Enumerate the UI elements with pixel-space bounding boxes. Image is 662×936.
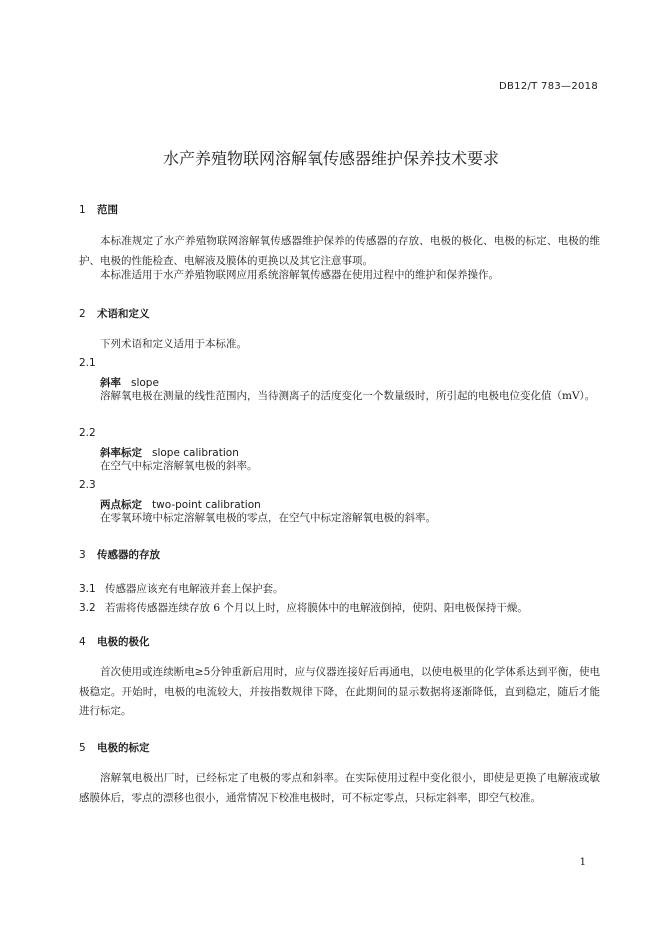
term-en: two-point calibration (152, 499, 261, 511)
document-title: 水产养殖物联网溶解氧传感器维护保养技术要求 (162, 149, 499, 168)
section-2-heading (79, 306, 150, 321)
section-1-paragraph-1: 本标准规定了水产养殖物联网溶解氧传感器维护保养的传感器的存放、电极的极化、电极的标定、电极的维护、电极的性能检查、电解液及膜体的更换以及其它注意事项。 (79, 235, 600, 267)
section-2-intro: 下列术语和定义适用于本标准。 (100, 338, 247, 350)
page-number: 1 (579, 857, 586, 868)
term-zh: 斜率标定 (100, 447, 142, 459)
section-5-paragraph: 溶解氧电极出厂时，已经标定了电极的零点和斜率。在实际使用过程中变化很小，即使是更换了电解液或敏感膜体后，零点的漂移也很小，通常情况下校准电极时，可不标定零点，只标定斜率，即空气校准。 (79, 772, 600, 804)
section-title: 电极的标定 (97, 742, 150, 754)
section-number: 3 (79, 549, 86, 561)
section-title: 范围 (97, 204, 118, 216)
clause-number: 3.2 (79, 602, 96, 614)
term-en: slope calibration (152, 447, 239, 459)
clause-3-1 (79, 581, 600, 596)
section-4-paragraph: 首次使用或连续断电≥5分钟重新启用时，应与仪器连接好后再通电，以使电极里的化学体系达到平衡，使电极稳定。开始时，电极的电流较大，并按指数规律下降，在此期间的显示数据将逐渐降低，直到稳定，随后才能进行标定。 (79, 666, 600, 717)
standard-code: DB12/T 783—2018 (499, 81, 598, 92)
term-zh: 两点标定 (100, 499, 142, 511)
term-en: slope (131, 377, 159, 389)
term-definition: 溶解氧电极在测量的线性范围内，当待测离子的活度变化一个数量级时，所引起的电极电位变化值（mV）。 (100, 390, 596, 402)
section-number: 2 (79, 308, 86, 320)
section-title: 术语和定义 (97, 308, 150, 320)
clause-text: 传感器应该充有电解液并套上保护套。 (105, 583, 284, 595)
section-4-heading (79, 634, 150, 649)
term-number: 2.3 (79, 479, 96, 491)
term-number: 2.2 (79, 427, 96, 439)
section-5-heading (79, 740, 150, 755)
clause-3-2 (79, 600, 600, 615)
section-title: 传感器的存放 (97, 549, 160, 561)
section-title: 电极的极化 (97, 636, 150, 648)
section-3-heading (79, 547, 160, 562)
section-1-paragraph-2: 本标准适用于水产养殖物联网应用系统溶解氧传感器在使用过程中的维护和保养操作。 (100, 269, 499, 281)
section-number: 4 (79, 636, 86, 648)
term-number: 2.1 (79, 357, 96, 369)
section-1-heading (79, 202, 118, 217)
section-number: 1 (79, 204, 86, 216)
clause-text: 若需将传感器连续存放 6 个月以上时，应将膜体中的电解液倒掉，使阴、阳电极保持干燥。 (105, 602, 528, 614)
term-definition: 在零氧环境中标定溶解氧电极的零点，在空气中标定溶解氧电极的斜率。 (100, 512, 436, 524)
clause-number: 3.1 (79, 583, 96, 595)
section-number: 5 (79, 742, 86, 754)
term-definition: 在空气中标定溶解氧电极的斜率。 (100, 460, 258, 472)
term-zh: 斜率 (100, 377, 121, 389)
